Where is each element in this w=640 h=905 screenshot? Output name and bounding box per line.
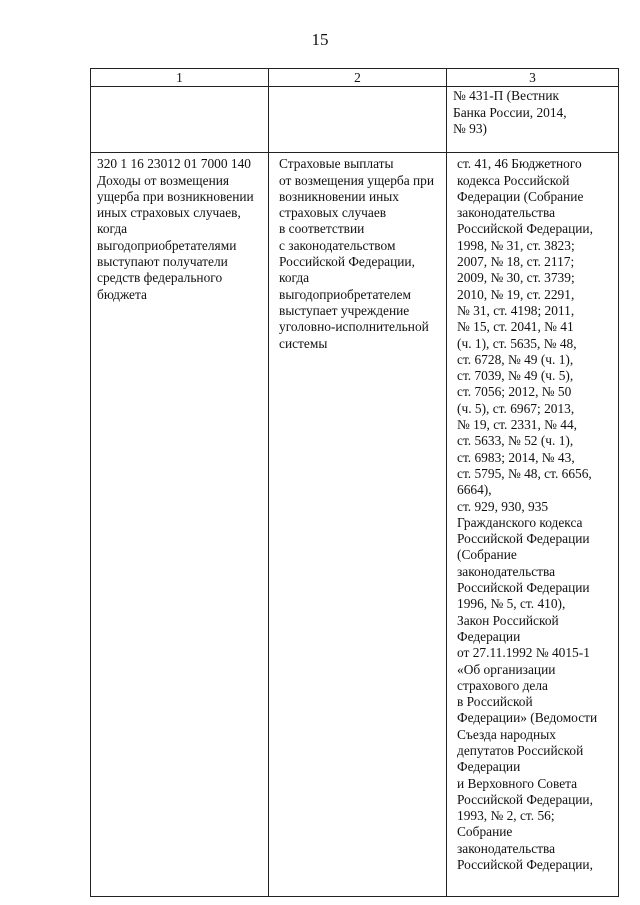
basis-text: № 431-П (Вестник Банка России, 2014, № 93)	[453, 88, 567, 136]
column-header-2: 2	[269, 69, 447, 87]
cell-code	[91, 153, 269, 897]
cell-basis	[447, 153, 619, 897]
cell-basis	[447, 87, 619, 153]
column-header-3: 3	[447, 69, 619, 87]
table-row	[91, 153, 619, 897]
table-header-row	[91, 69, 619, 87]
page-number: 15	[311, 30, 329, 49]
document-table	[90, 68, 619, 897]
table-row	[91, 87, 619, 153]
basis-text: ст. 41, 46 Бюджетного кодекса Российской Федерации (Собрание законодательства Российской Федерации, 1998, № 31, ст. 3823; 2007, № 18, ст. 2117; 2009, № 30, ст. 3739; 2010, № 19, ст. 2291, № 31, ст. 4198; 2011, № 15, ст. 2041, № 41 (ч. 1), ст. 5635, № 48, ст. 6728, № 49 (ч. 1), ст. 7039, № 49 (ч. 5), ст. 7056; 2012, № 50 (ч. 5), ст. 6967; 2013, № 19, ст. 2331, № 44, ст. 5633, № 52 (ч. 1), ст. 6983; 2014, № 43, ст. 5795, № 48, ст. 6656, 6664), ст. 929, 930, 935 Гражданского кодекса Российской Федерации (Собрание законодательства Российской Федерации 1996, № 5, ст. 410), Закон Российской Федерации от 27.11.1992 № 4015-1 «Об организации страхового дела в Российской Федерации» (Ведомости Съезда народных депутатов Российской Федерации и Верховного Совета Российской Федерации, 1993, № 2, ст. 56; Собрание законодательства Российской Федерации,	[457, 156, 598, 873]
name-text: Страховые выплаты от возмещения ущерба при возникновении иных страховых случаев в соответствии с законодательством Российской Федерации, когда выгодоприобретателем выступает учреждение уголовно-исполнительной системы	[279, 156, 435, 351]
cell-name	[269, 153, 447, 897]
code-text: 320 1 16 23012 01 7000 140 Доходы от возмещения ущерба при возникновении иных страховых случаев, когда выгодоприобретателями выступают получатели средств федерального бюджета	[97, 156, 254, 302]
cell-name	[269, 87, 447, 153]
cell-code	[91, 87, 269, 153]
column-header-1: 1	[91, 69, 269, 87]
